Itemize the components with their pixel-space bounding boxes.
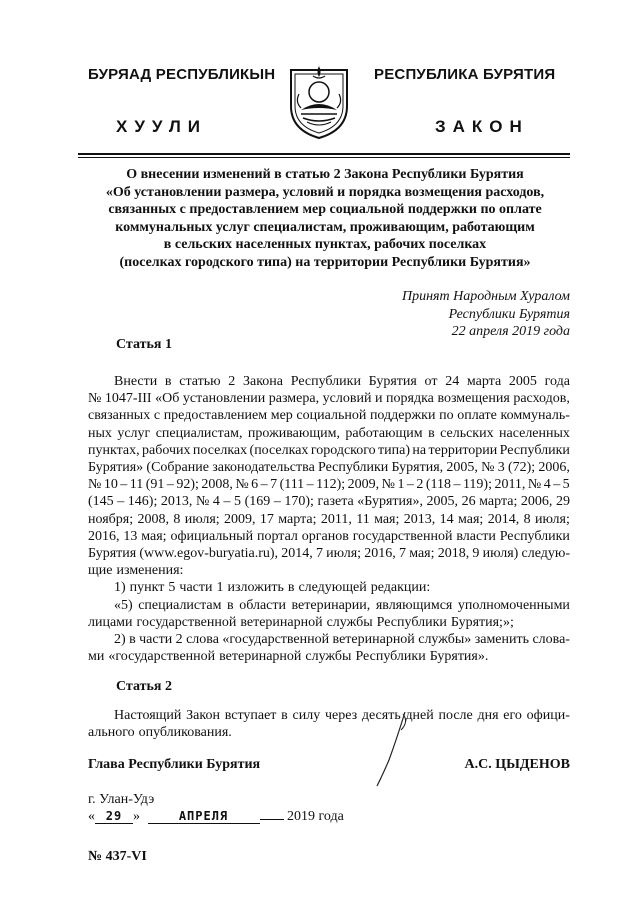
header-divider-thick xyxy=(78,153,570,155)
title-line: коммунальных услуг специалистам, проживающим, работающим xyxy=(115,219,535,235)
handwritten-signature xyxy=(375,708,435,788)
date-month: АПРЕЛЯ xyxy=(148,809,260,824)
signing-date xyxy=(88,809,344,825)
body-line: 2016, 13 мая; официальный портал органов государственной власти Республики xyxy=(88,528,570,544)
body-line: ноября; 2008, 8 июля; 2009, 17 марта; 2011, 11 мая; 2013, 14 мая; 2014, 8 июля; xyxy=(88,511,570,527)
header-left-title: БУРЯАД РЕСПУБЛИКЫН xyxy=(88,66,276,83)
adoption-note xyxy=(402,288,570,341)
article-1-body xyxy=(88,373,570,665)
body-line: № 10 – 11 (91 – 92); 2008, № 6 – 7 (111 – 112); 2009, № 1 – 2 (118 – 119); 2011, № 4 – 5 xyxy=(88,477,570,493)
item-2-line: ми «государственной ветеринарной службы Республики Бурятия». xyxy=(88,649,489,665)
header-left-subtitle: ХУУЛИ xyxy=(116,117,207,136)
body-line: № 1047-III «Об установлении размера, условий и порядка возмещения расходов, xyxy=(88,391,570,407)
title-line: О внесении изменений в статью 2 Закона Республики Бурятия xyxy=(126,167,524,182)
adoption-line: Республики Бурятия xyxy=(448,306,570,322)
body-line: связанных с предоставлением мер социальной поддержки по оплате коммуналь- xyxy=(88,408,570,424)
adoption-line: Принят Народным Хуралом xyxy=(401,289,570,304)
law-number: № 437-VI xyxy=(88,849,147,864)
item-1: 1) пункт 5 части 1 изложить в следующей редакции: xyxy=(114,580,431,596)
adoption-date: 22 апреля 2019 года xyxy=(451,324,570,339)
quote-line: «5) специалистам в области ветеринарии, являющимся уполномоченными xyxy=(114,597,570,613)
signatory-position: Глава Республики Бурятия xyxy=(88,757,261,772)
body-line: Внести в статью 2 Закона Республики Бурятия от 24 марта 2005 года xyxy=(114,374,570,389)
article-2-body xyxy=(88,707,570,741)
coat-of-arms-emblem-icon xyxy=(287,62,351,140)
title-line: в сельских населенных пунктах, рабочих поселках xyxy=(163,237,487,252)
body-line: пунктах, рабочих поселках (поселках городского типа) на территории Республики xyxy=(88,442,570,458)
date-open-quote: « xyxy=(88,809,95,824)
place-of-signing: г. Улан-Удэ xyxy=(88,792,155,807)
header-right-title: РЕСПУБЛИКА БУРЯТИЯ xyxy=(374,66,556,83)
body-line: Бурятия» (Собрание законодательства Республики Бурятия, 2005, № 3 (72); 2006, xyxy=(88,460,570,476)
quote-line: лицами государственной ветеринарной службы Республики Бурятия;»; xyxy=(88,614,514,630)
title-line: связанных с предоставлением мер социальной поддержки по оплате xyxy=(108,202,542,217)
header-divider-thin xyxy=(78,157,570,158)
body-line: (145 – 146); 2013, № 4 – 5 (169 – 170); газета «Бурятия», 2005, 26 марта; 2006, 29 xyxy=(88,494,570,510)
body-line: Бурятия (www.egov-buryatia.ru), 2014, 7 июля; 2016, 7 мая; 2018, 9 июля) следую- xyxy=(88,546,570,562)
item-2-line: 2) в части 2 слова «государственной ветеринарной службы» заменить слова- xyxy=(114,632,570,648)
body-line: Настоящий Закон вступает в силу через десять дней после дня его офици- xyxy=(114,708,570,723)
date-day: 29 xyxy=(95,809,133,824)
law-title xyxy=(80,166,570,271)
article-2-heading: Статья 2 xyxy=(116,679,172,694)
date-year: 2019 года xyxy=(287,809,344,824)
body-line: ального опубликования. xyxy=(88,725,232,741)
title-line: (поселках городского типа) на территории Республики Бурятия» xyxy=(119,254,531,270)
article-1-heading: Статья 1 xyxy=(116,337,172,352)
date-blank xyxy=(260,819,284,820)
signatory-name: А.С. ЦЫДЕНОВ xyxy=(464,757,570,772)
body-line: щие изменения: xyxy=(88,563,184,579)
title-line: «Об установлении размера, условий и порядка возмещения расходов, xyxy=(105,184,545,200)
date-close-quote: » xyxy=(133,809,140,824)
body-line: ных услуг специалистам, проживающим, работающим в сельских населенных xyxy=(88,425,570,441)
header-right-subtitle: ЗАКОН xyxy=(435,117,529,136)
